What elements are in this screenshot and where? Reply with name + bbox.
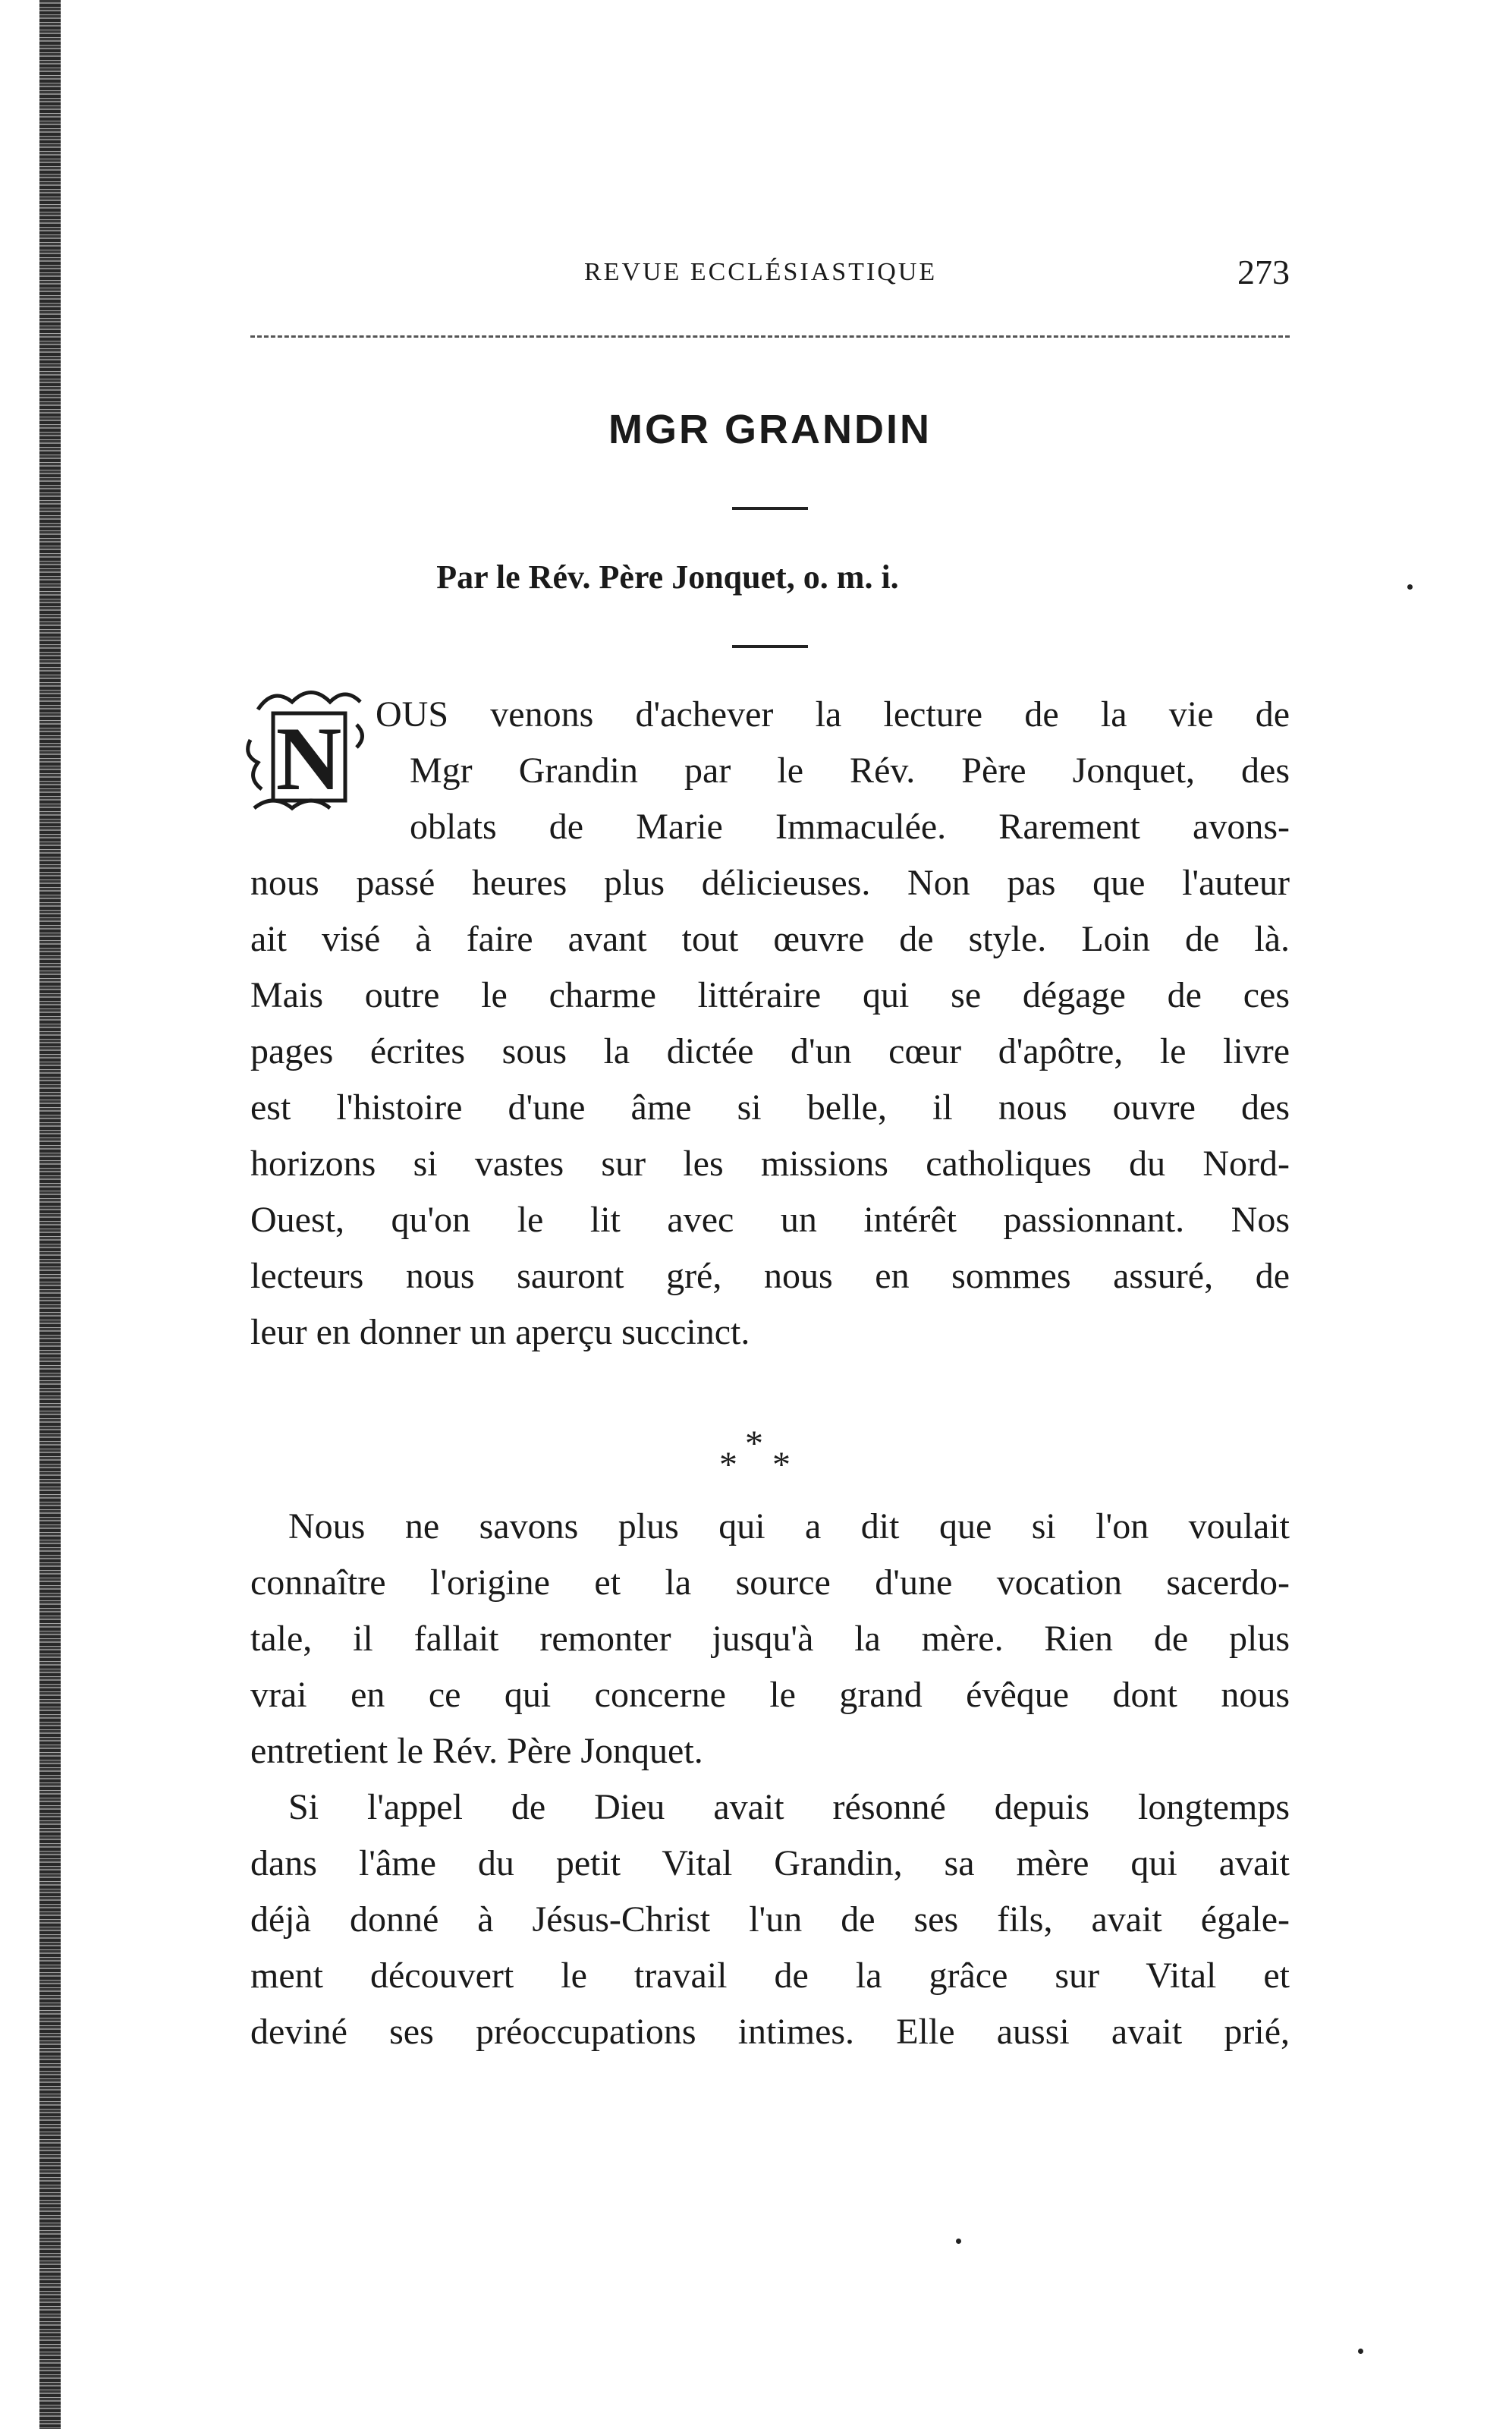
article-byline: Par le Rév. Père Jonquet, o. m. i. (436, 558, 899, 596)
print-speck (1407, 584, 1413, 590)
print-speck (956, 2239, 961, 2244)
asterism-star: * (745, 1424, 763, 1464)
print-speck (1358, 2349, 1363, 2354)
text-line: dans l'âme du petit Vital Grandin, sa mère qui avait (250, 1843, 1290, 1883)
drop-cap-letter: N (275, 708, 342, 809)
text-line: lecteurs nous sauront gré, nous en sommes assuré, de (250, 1256, 1290, 1296)
text-line: vrai en ce qui concerne le grand évêque dont nous (250, 1675, 1290, 1715)
text-line: horizons si vastes sur les missions catholiques du Nord- (250, 1144, 1290, 1184)
byline-divider (732, 645, 808, 648)
intro-paragraph (250, 687, 1290, 1361)
text-line: nous passé heures plus délicieuses. Non pas que l'auteur (250, 863, 1290, 903)
title-divider (732, 507, 808, 510)
text-line: ait visé à faire avant tout œuvre de style. Loin de là. (250, 919, 1290, 959)
section-asterism (706, 1423, 812, 1491)
text-line: Mais outre le charme littéraire qui se dégage de ces (250, 975, 1290, 1015)
asterism-star: * (772, 1445, 791, 1485)
text-line: Mgr Grandin par le Rév. Père Jonquet, des (410, 750, 1290, 791)
paragraph-2 (250, 1499, 1290, 1779)
text-line: leur en donner un aperçu succinct. (250, 1312, 750, 1352)
text-line: OUS venons d'achever la lecture de la vie de (376, 694, 1290, 735)
text-line: Nous ne savons plus qui a dit que si l'on voulait (288, 1506, 1290, 1546)
text-line: ment découvert le travail de la grâce sur Vital et (250, 1955, 1290, 1996)
running-head (250, 253, 1290, 304)
text-line: deviné ses préoccupations intimes. Elle aussi avait prié, (250, 2012, 1290, 2052)
text-line: est l'histoire d'une âme si belle, il nous ouvre des (250, 1087, 1290, 1128)
text-line: déjà donné à Jésus-Christ l'un de ses fils, avait égale- (250, 1899, 1290, 1940)
text-line: tale, il fallait remonter jusqu'à la mère. Rien de plus (250, 1619, 1290, 1659)
text-line: Ouest, qu'on le lit avec un intérêt passionnant. Nos (250, 1200, 1290, 1240)
text-line: oblats de Marie Immaculée. Rarement avons- (410, 807, 1290, 847)
article-title: MGR GRANDIN (608, 407, 932, 452)
header-divider (250, 335, 1290, 338)
text-line: Si l'appel de Dieu avait résonné depuis longtemps (288, 1787, 1290, 1827)
text-line: connaître l'origine et la source d'une vocation sacerdo- (250, 1562, 1290, 1603)
page-binding-edge (39, 0, 61, 2429)
asterism-star: * (719, 1445, 737, 1485)
running-title: REVUE ECCLÉSIASTIQUE (584, 258, 938, 286)
page-number: 273 (1237, 253, 1290, 291)
text-line: pages écrites sous la dictée d'un cœur d'apôtre, le livre (250, 1031, 1290, 1071)
text-line: entretient le Rév. Père Jonquet. (250, 1731, 703, 1771)
paragraph-3 (250, 1779, 1290, 2060)
